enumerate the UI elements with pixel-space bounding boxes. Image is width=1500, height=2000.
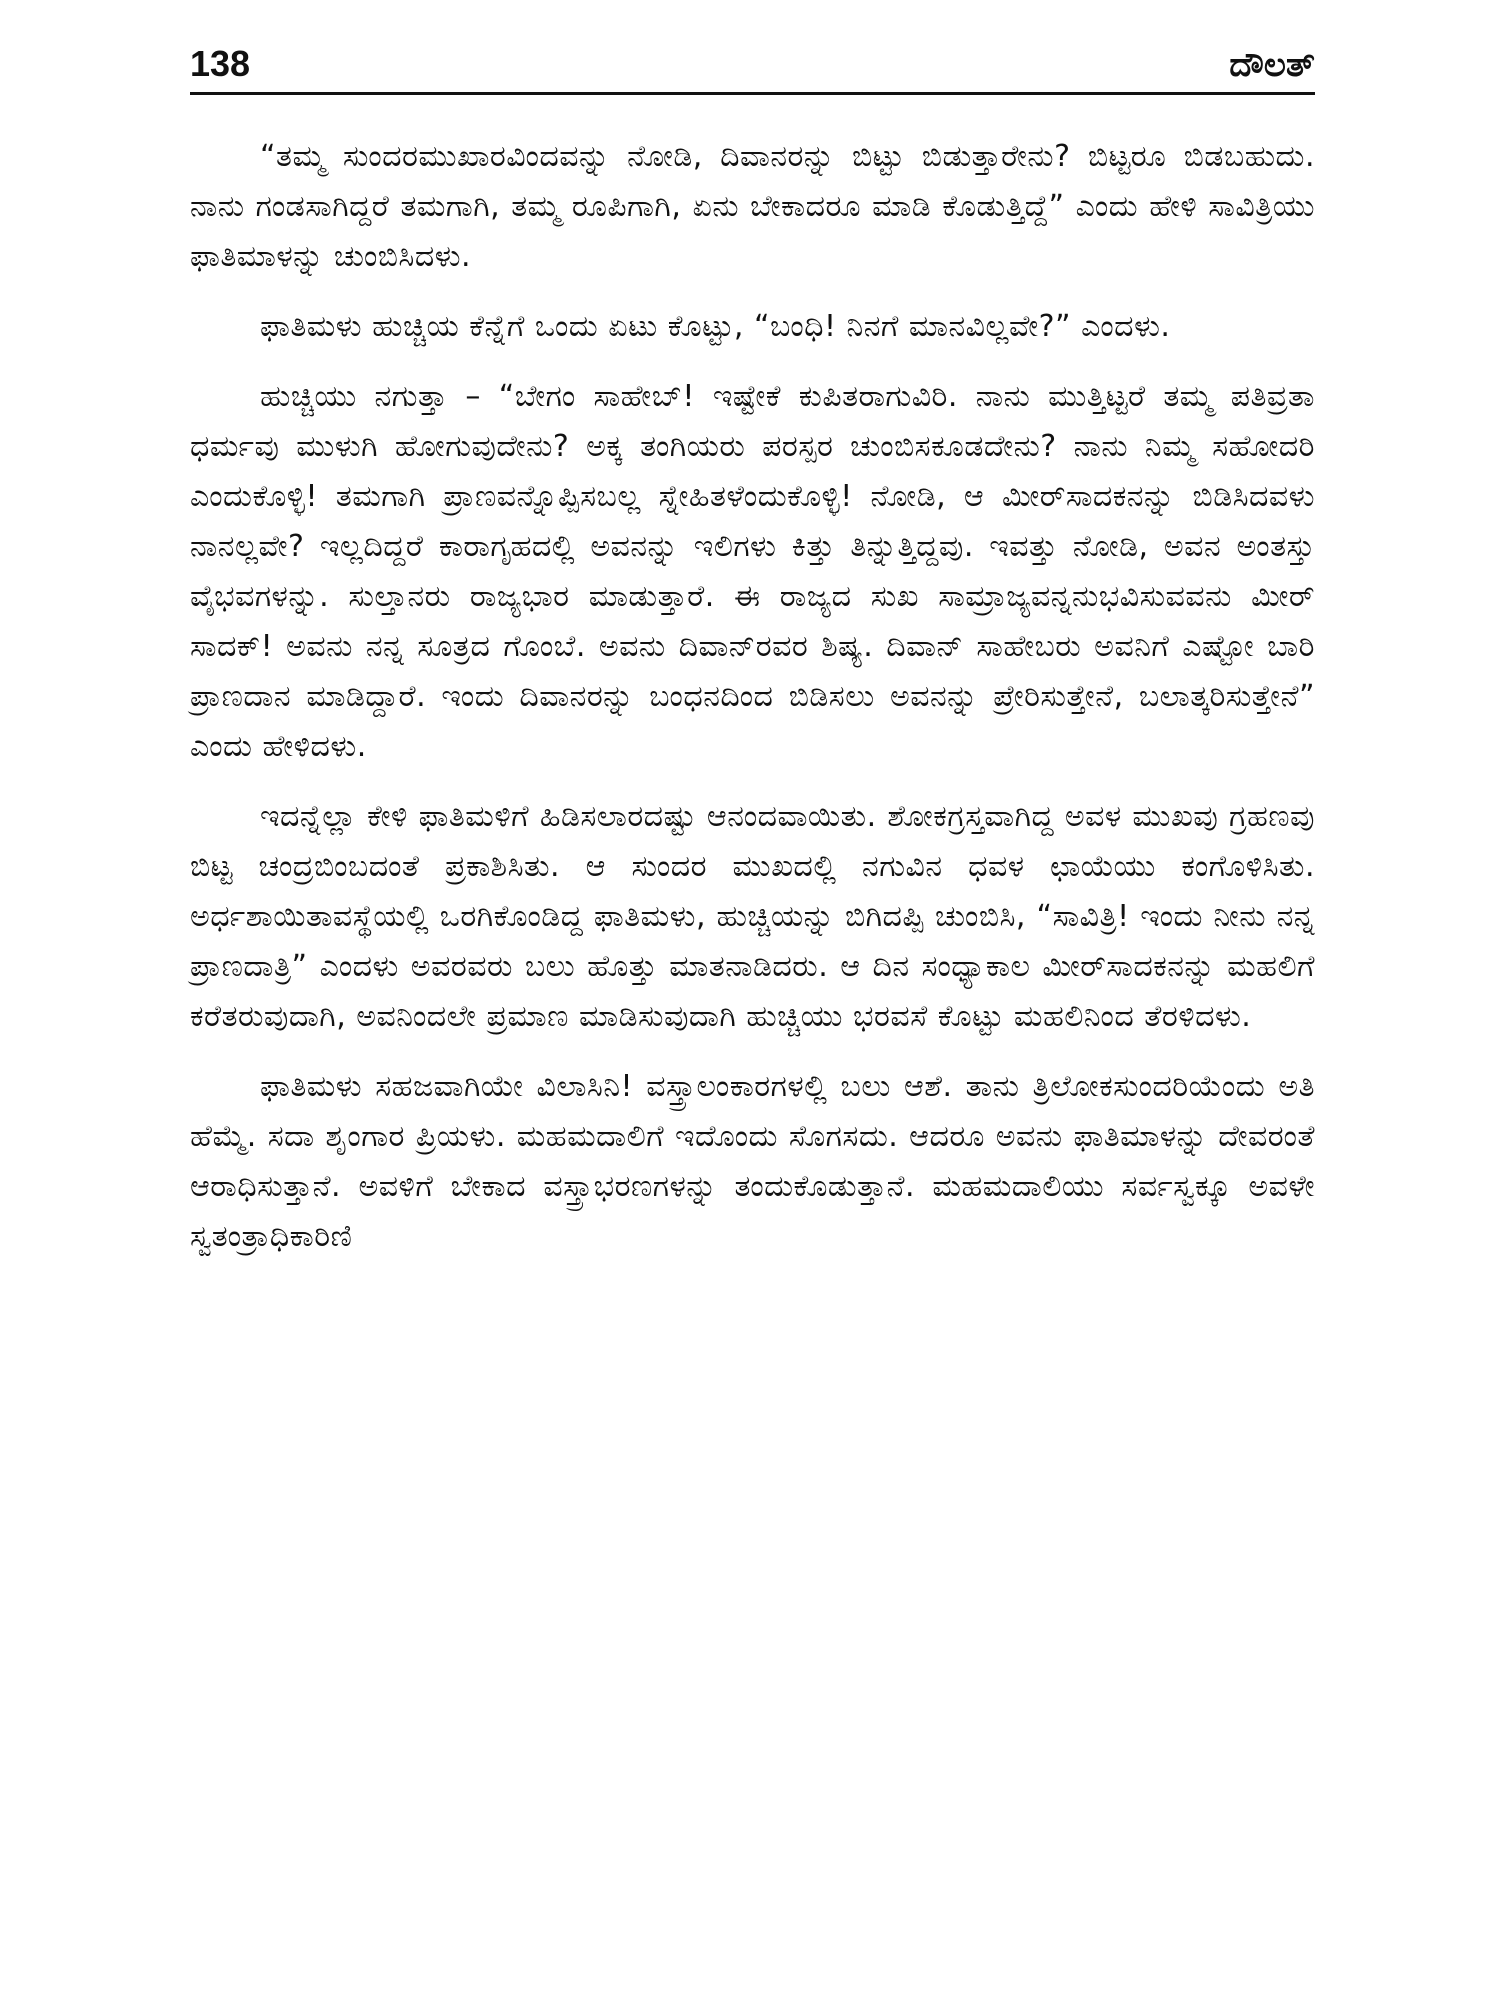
running-title: ದೌಲತ್	[1229, 46, 1315, 84]
page-number: 138	[190, 43, 251, 84]
body-text	[190, 132, 1315, 1262]
header-rule	[190, 92, 1315, 95]
paragraph-4: ಇದನ್ನೆಲ್ಲಾ ಕೇಳಿ ಫಾತಿಮಳಿಗೆ ಹಿಡಿಸಲಾರದಷ್ಟು ಆನಂದವಾಯಿತು. ಶೋಕಗ್ರಸ್ತವಾಗಿದ್ದ ಅವಳ ಮುಖವು ಗ್ರಹಣವು ಬಿಟ್ಟ ಚಂದ್ರಬಿಂಬದಂತೆ ಪ್ರಕಾಶಿಸಿತು. ಆ ಸುಂದರ ಮುಖದಲ್ಲಿ ನಗುವಿನ ಧವಳ ಛಾಯೆಯು ಕಂಗೊಳಿಸಿತು. ಅರ್ಧಶಾಯಿತಾವಸ್ಥೆಯಲ್ಲಿ ಒರಗಿಕೊಂಡಿದ್ದ ಫಾತಿಮಳು, ಹುಚ್ಚಿಯನ್ನು ಬಿಗಿದಪ್ಪಿ ಚುಂಬಿಸಿ, “ಸಾವಿತ್ರಿ! ಇಂದು ನೀನು ನನ್ನ ಪ್ರಾಣದಾತ್ರಿ” ಎಂದಳು ಅವರವರು ಬಲು ಹೊತ್ತು ಮಾತನಾಡಿದರು. ಆ ದಿನ ಸಂಧ್ಯಾಕಾಲ ಮೀರ್‌ಸಾದಕನನ್ನು ಮಹಲಿಗೆ ಕರೆತರುವುದಾಗಿ, ಅವನಿಂದಲೇ ಪ್ರಮಾಣ ಮಾಡಿಸುವುದಾಗಿ ಹುಚ್ಚಿಯು ಭರವಸೆ ಕೊಟ್ಟು ಮಹಲಿನಿಂದ ತೆರಳಿದಳು.	[190, 799, 1315, 1034]
paragraph-1: “ತಮ್ಮ ಸುಂದರಮುಖಾರವಿಂದವನ್ನು ನೋಡಿ, ದಿವಾನರನ್ನು ಬಿಟ್ಟು ಬಿಡುತ್ತಾರೇನು? ಬಿಟ್ಟರೂ ಬಿಡಬಹುದು. ನಾನು ಗಂಡಸಾಗಿದ್ದರೆ ತಮಗಾಗಿ, ತಮ್ಮ ರೂಪಿಗಾಗಿ, ಏನು ಬೇಕಾದರೂ ಮಾಡಿ ಕೊಡುತ್ತಿದ್ದೆ” ಎಂದು ಹೇಳಿ ಸಾವಿತ್ರಿಯು ಫಾತಿಮಾಳನ್ನು ಚುಂಬಿಸಿದಳು.	[190, 139, 1315, 274]
paragraph-2: ಫಾತಿಮಳು ಹುಚ್ಚಿಯ ಕೆನ್ನೆಗೆ ಒಂದು ಏಟು ಕೊಟ್ಟು, “ಬಂಧಿ! ನಿನಗೆ ಮಾನವಿಲ್ಲವೇ?” ಎಂದಳು.	[260, 309, 1171, 344]
page-header	[190, 28, 1315, 90]
paragraph-5: ಫಾತಿಮಳು ಸಹಜವಾಗಿಯೇ ವಿಲಾಸಿನಿ! ವಸ್ತ್ರಾಲಂಕಾರಗಳಲ್ಲಿ ಬಲು ಆಶೆ. ತಾನು ತ್ರಿಲೋಕಸುಂದರಿಯೆಂದು ಅತಿ ಹೆಮ್ಮೆ. ಸದಾ ಶೃಂಗಾರ ಪ್ರಿಯಳು. ಮಹಮದಾಲಿಗೆ ಇದೊಂದು ಸೊಗಸದು. ಆದರೂ ಅವನು ಫಾತಿಮಾಳನ್ನು ದೇವರಂತೆ ಆರಾಧಿಸುತ್ತಾನೆ. ಅವಳಿಗೆ ಬೇಕಾದ ವಸ್ತ್ರಾಭರಣಗಳನ್ನು ತಂದುಕೊಡುತ್ತಾನೆ. ಮಹಮದಾಲಿಯು ಸರ್ವಸ್ವಕ್ಕೂ ಅವಳೇ ಸ್ವತಂತ್ರಾಧಿಕಾರಿಣಿ	[190, 1069, 1315, 1254]
paragraph-3: ಹುಚ್ಚಿಯು ನಗುತ್ತಾ – “ಬೇಗಂ ಸಾಹೇಬ್! ಇಷ್ಟೇಕೆ ಕುಪಿತರಾಗುವಿರಿ. ನಾನು ಮುತ್ತಿಟ್ಟರೆ ತಮ್ಮ ಪತಿವ್ರತಾ ಧರ್ಮವು ಮುಳುಗಿ ಹೋಗುವುದೇನು? ಅಕ್ಕ ತಂಗಿಯರು ಪರಸ್ಪರ ಚುಂಬಿಸಕೂಡದೇನು? ನಾನು ನಿಮ್ಮ ಸಹೋದರಿ ಎಂದುಕೊಳ್ಳಿ! ತಮಗಾಗಿ ಪ್ರಾಣವನ್ನೊಪ್ಪಿಸಬಲ್ಲ ಸ್ನೇಹಿತಳೆಂದುಕೊಳ್ಳಿ! ನೋಡಿ, ಆ ಮೀರ್‌ಸಾದಕನನ್ನು ಬಿಡಿಸಿದವಳು ನಾನಲ್ಲವೇ? ಇಲ್ಲದಿದ್ದರೆ ಕಾರಾಗೃಹದಲ್ಲಿ ಅವನನ್ನು ಇಲಿಗಳು ಕಿತ್ತು ತಿನ್ನುತ್ತಿದ್ದವು. ಇವತ್ತು ನೋಡಿ, ಅವನ ಅಂತಸ್ತು ವೈಭವಗಳನ್ನು. ಸುಲ್ತಾನರು ರಾಜ್ಯಭಾರ ಮಾಡುತ್ತಾರೆ. ಈ ರಾಜ್ಯದ ಸುಖ ಸಾಮ್ರಾಜ್ಯವನ್ನನುಭವಿಸುವವನು ಮೀರ್ ಸಾದಕ್! ಅವನು ನನ್ನ ಸೂತ್ರದ ಗೊಂಬೆ. ಅವನು ದಿವಾನ್‌ರವರ ಶಿಷ್ಯ. ದಿವಾನ್ ಸಾಹೇಬರು ಅವನಿಗೆ ಎಷ್ಟೋ ಬಾರಿ ಪ್ರಾಣದಾನ ಮಾಡಿದ್ದಾರೆ. ಇಂದು ದಿವಾನರನ್ನು ಬಂಧನದಿಂದ ಬಿಡಿಸಲು ಅವನನ್ನು ಪ್ರೇರಿಸುತ್ತೇನೆ, ಬಲಾತ್ಕರಿಸುತ್ತೇನೆ” ಎಂದು ಹೇಳಿದಳು.	[190, 379, 1315, 764]
